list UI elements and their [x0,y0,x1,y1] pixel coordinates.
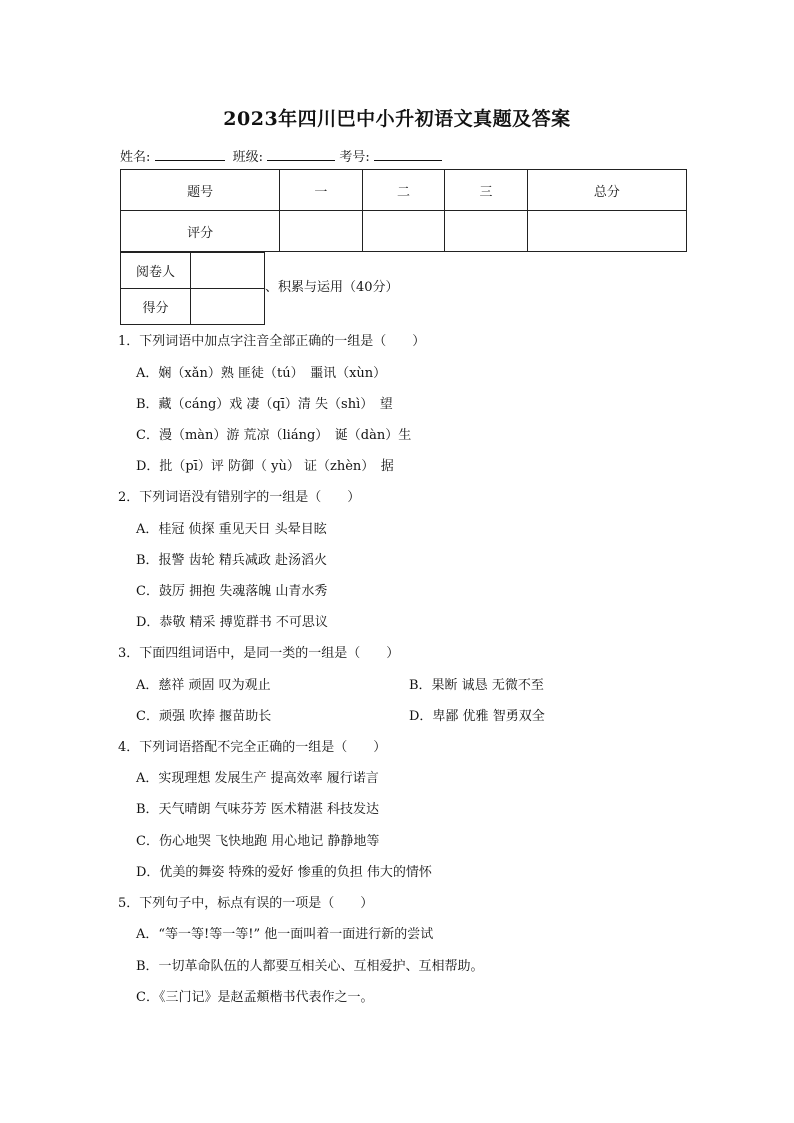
student-info-line [120,146,446,165]
score-cell[interactable] [527,211,686,252]
question-option: C．鼓厉 拥抱 失魂落魄 山青水秀 [136,584,328,599]
grader-table [120,252,265,325]
score-table-score-row [121,211,687,252]
score-table [120,169,687,252]
question-stem: 1．下列词语中加点字注音全部正确的一组是（ ） [118,334,426,349]
question-option: C．伤心地哭 飞快地跑 用心地记 静静地等 [136,834,380,849]
question-option: D．批（pī）评 防御（ yù） 证（zhèn） 据 [136,459,394,474]
score-cell[interactable] [362,211,445,252]
exam-no-blank[interactable] [374,148,442,161]
question-stem: 5．下列句子中，标点有误的一项是（ ） [118,896,374,911]
header-cell: 二 [362,170,445,211]
exam-no-label: 考号: [339,150,370,165]
question-option: A．实现理想 发展生产 提高效率 履行诺言 [136,771,379,786]
question-option: C．顽强 吹捧 揠苗助长 [136,709,272,724]
question-option: B．果断 诚恳 无微不至 [409,678,544,693]
grader-score-cell[interactable] [191,289,265,325]
question-option: C．《三门记》是赵孟頫楷书代表作之一。 [136,990,374,1005]
name-label: 姓名: [120,150,151,165]
question-option: D．恭敬 精采 搏览群书 不可思议 [136,615,328,630]
header-cell: 三 [445,170,528,211]
question-option: D．优美的舞姿 特殊的爱好 惨重的负担 伟大的情怀 [136,865,432,880]
header-cell: 一 [280,170,363,211]
question-option: B．报警 齿轮 精兵减政 赴汤滔火 [136,553,327,568]
question-option: B．天气晴朗 气味芬芳 医术精湛 科技发达 [136,802,379,817]
name-blank[interactable] [155,148,225,161]
reviewer-cell[interactable] [191,253,265,289]
score-row-label: 评分 [121,211,280,252]
question-option: B．一切革命队伍的人都要互相关心、互相爱护、互相帮助。 [136,959,484,974]
page-title: 2023年四川巴中小升初语文真题及答案 [223,108,571,130]
class-blank[interactable] [267,148,335,161]
question-option: A．娴（xǎn）熟 匪徒（tú） 噩讯（xùn） [136,366,387,381]
reviewer-label: 阅卷人 [121,253,191,289]
question-option: B．藏（cáng）戏 凄（qī）清 失（shì） 望 [136,397,393,412]
header-cell: 总分 [527,170,686,211]
question-option: A．“等一等!等一等!” 他一面叫着一面进行新的尝试 [136,927,434,942]
score-table-header-row [121,170,687,211]
question-option: A．慈祥 顽固 叹为观止 [136,678,271,693]
question-option: C．漫（màn）游 荒凉（liáng） 诞（dàn）生 [136,428,412,443]
question-stem: 2．下列词语没有错别字的一组是（ ） [118,490,361,505]
section-title: 、积累与运用（40分） [265,280,399,295]
question-stem: 4．下列词语搭配不完全正确的一组是（ ） [118,740,387,755]
header-cell: 题号 [121,170,280,211]
question-stem: 3．下面四组词语中，是同一类的一组是（ ） [118,646,400,661]
question-option: D．卑鄙 优雅 智勇双全 [409,709,545,724]
class-label: 班级: [232,150,264,165]
score-cell[interactable] [445,211,528,252]
question-option: A．桂冠 侦探 重见天日 头晕目眩 [136,522,327,537]
score-label: 得分 [121,289,191,325]
score-cell[interactable] [280,211,363,252]
